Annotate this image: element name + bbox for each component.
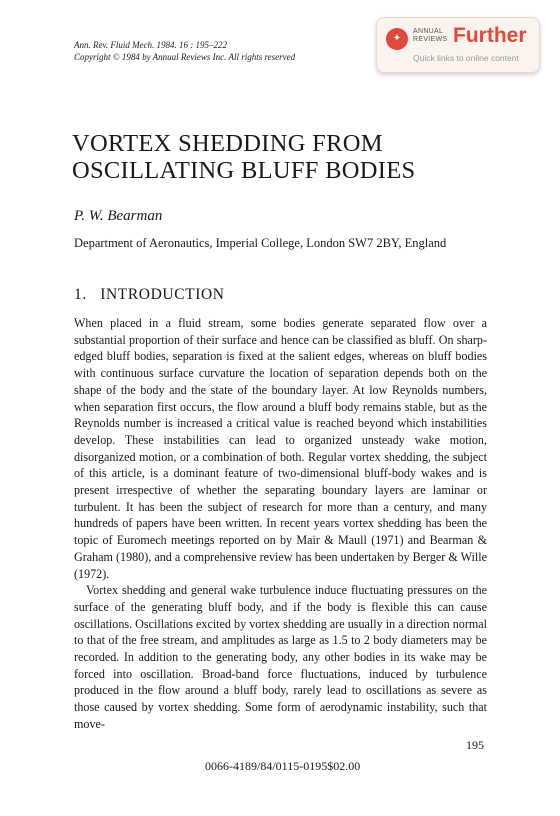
badge-reviews-label: REVIEWS bbox=[413, 36, 448, 43]
paragraph: When placed in a fluid stream, some bodies generate separated flow over a substantial proportion of their surface and hence can be classified as bluff. On sharp-edged bluff bodies, separation is fixed at the salient edges, whereas on bluff bodies with continuous surface curvature the location of separation depends both on the shape of the body and the state of the boundary layer. At low Reynolds numbers, when separation first occurs, the flow around a bluff body remains stable, but as the Reynolds number is increased a critical value is reached beyond which instabilities develop. These instabilities can lead to organized unsteady wake motion, disorganized motion, or a combination of both. Regular vortex shedding, the subject of this article, is a dominant feature of two-dimensional bluff-body wakes and is present irrespective of whether the separating boundary layers are laminar or turbulent. It has been the subject of research for more than a century, and many hundreds of papers have been written. In recent years vortex shedding has been the topic of Euromech meetings reported on by Mair & Maull (1971) and Bearman & Graham (1980), and a comprehensive review has been undertaken by Berger & Wille (1972). bbox=[74, 316, 487, 581]
author-name: P. W. Bearman bbox=[74, 208, 163, 224]
author-affiliation: Department of Aeronautics, Imperial College, London SW7 2BY, England bbox=[74, 236, 447, 250]
copyright-line: Copyright © 1984 by Annual Reviews Inc. All rights reserved bbox=[74, 52, 296, 62]
article-body bbox=[74, 315, 487, 733]
page-number: 195 bbox=[466, 738, 484, 752]
badge-further-label: Further bbox=[453, 24, 527, 47]
badge-subtitle: Quick links to online content bbox=[413, 53, 519, 63]
badge-annual-reviews bbox=[413, 28, 447, 44]
article-code: 0066-4189/84/0115-0195$02.00 bbox=[205, 759, 361, 773]
journal-citation-line: Ann. Rev. Fluid Mech. 1984. 16 : 195–222 bbox=[74, 40, 228, 50]
journal-citation bbox=[74, 39, 295, 63]
further-links-badge[interactable] bbox=[376, 17, 540, 73]
title-line: OSCILLATING BLUFF BODIES bbox=[72, 157, 416, 184]
badge-annual-label: ANNUAL bbox=[413, 28, 444, 35]
annual-reviews-logo-icon: ✦ bbox=[386, 28, 408, 50]
title-line: VORTEX SHEDDING FROM bbox=[72, 130, 383, 157]
section-heading: 1. INTRODUCTION bbox=[74, 286, 225, 303]
paragraph: Vortex shedding and general wake turbulence induce fluctuating pressures on the surface of the generating bluff body, and if the body is flexible this can cause oscillations. Oscillations excited by vortex shedding are usually in a direction normal to that of the free stream, and amplitudes as large as 1.5 to 2 body diameters may be recorded. In addition to the generating body, any other bodies in its wake may be forced into oscillation. Broad-band force fluctuations, induced by turbulence produced in the flow around a bluff body, rarely lead to oscillations as severe as those caused by vortex shedding. Some form of aerodynamic instability, such that move- bbox=[74, 583, 487, 731]
article-title bbox=[72, 130, 492, 184]
